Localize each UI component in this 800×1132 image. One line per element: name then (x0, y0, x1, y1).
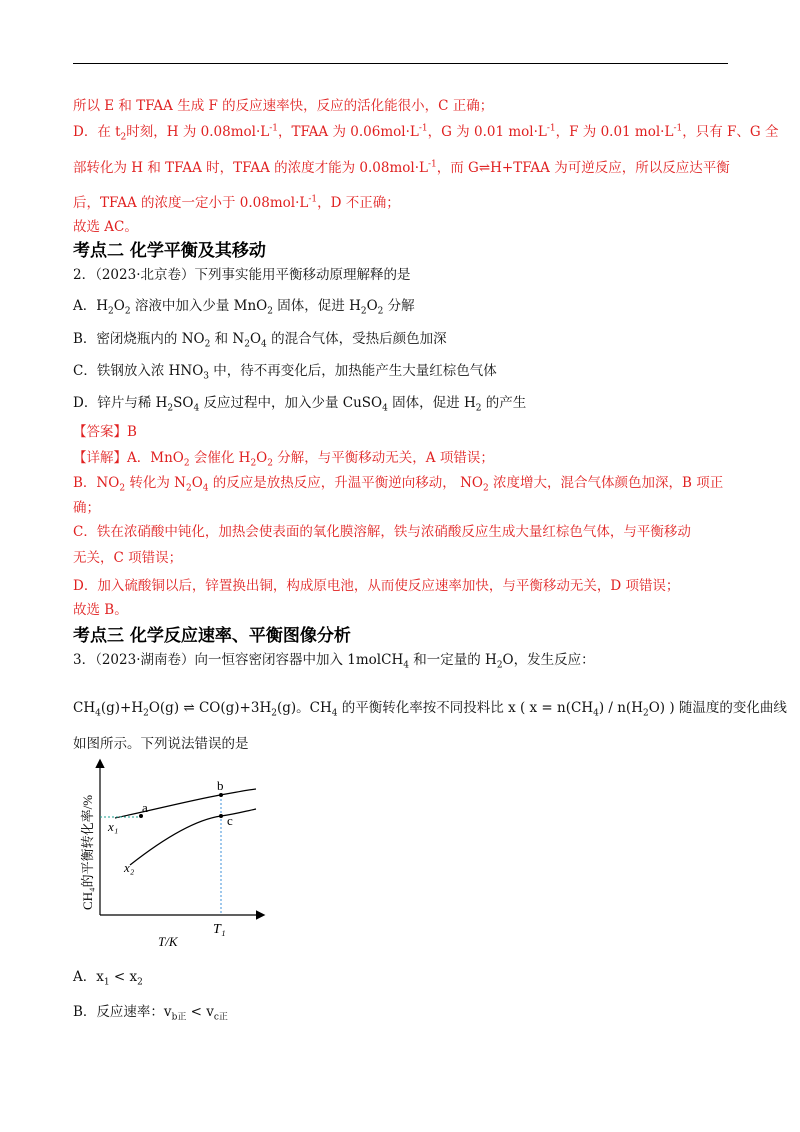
option-a: A．$H_2O_2$ 溶液中加入少量 MnO$_2$ 固体，促进 $H_2O_2$ 分解 (73, 298, 415, 317)
question-3-equation: $CH_4(g)+H_2O(g)$ ⇌ $CO(g)+3H_2(g)$。$CH_4$ 的平衡转化率按不同投料比 x ( $x = n(CH_4) / n(H_2O)$ ) 随温度的变化曲线 (73, 700, 787, 719)
label-x1: x₁ (108, 819, 119, 834)
solution-line-4: 后，TFAA 的浓度一定小于 $0.08mol\cdot L^{-1}$，D 不正确； (73, 194, 400, 211)
label-x2: x₂ (124, 860, 135, 875)
x-axis-label: T/K (158, 934, 178, 949)
section-heading-2: 考点二 化学平衡及其移动 (73, 241, 266, 261)
option-d: D．锌片与稀 $H_2SO_4$ 反应过程中，加入少量 CuSO$_4$ 固体，促进 $H_2$ 的产生 (73, 395, 527, 414)
label-c: c (227, 813, 233, 828)
solution-line-5: 故选 AC。 (73, 219, 138, 235)
question-3-stem: 3．（2023·湖南卷）向一恒容密闭容器中加入 1molCH$_4$ 和一定量的 $H_2O$，发生反应： (73, 652, 595, 671)
point-b (219, 793, 223, 797)
option-c: C．铁钢放入浓 $HNO_3$ 中，待不再变化后，加热能产生大量红棕色气体 (73, 363, 497, 382)
header-rule (73, 63, 728, 64)
solution-line-3: 部转化为 H 和 TFAA 时，TFAA 的浓度才能为 $0.08mol\cdot L^{-1}$，而 G⇌H+TFAA 为可逆反应，所以反应达平衡 (73, 159, 730, 176)
tick-label-t1: T₁ (213, 922, 226, 937)
option-b: B．密闭烧瓶内的 $NO_2$ 和 $N_2O_4$ 的混合气体，受热后颜色加深 (73, 331, 447, 350)
y-axis-label: CH₄的平衡转化率/% (80, 794, 95, 910)
explanation-line-1: 【详解】A．MnO$_2$ 会催化 $H_2O_2$ 分解，与平衡移动无关，A 项错误； (73, 450, 494, 469)
conversion-temperature-figure (68, 755, 268, 950)
point-c (219, 814, 223, 818)
label-b: b (217, 778, 224, 793)
solution-line-1: 所以 E 和 TFAA 生成 F 的反应速率快，反应的活化能很小，C 正确； (73, 98, 494, 114)
section-heading-3: 考点三 化学反应速率、平衡图像分析 (73, 626, 351, 646)
option-3a: A．$x_1 < x_2$ (73, 969, 143, 988)
explanation-line-4: C．铁在浓硝酸中钝化，加热会使表面的氧化膜溶解，铁与浓硝酸反应生成大量红棕色气体，与平衡移动 (73, 524, 691, 540)
answer-line: 【答案】B (73, 424, 137, 440)
explanation-line-6: D．加入硫酸铜以后，锌置换出铜，构成原电池，从而使反应速率加快，与平衡移动无关，D 项错误； (73, 578, 680, 594)
question-2-stem: 2．（2023·北京卷）下列事实能用平衡移动原理解释的是 (73, 267, 411, 283)
solution-line-2: D．在 $t_2$时刻，H 为 $0.08mol\cdot L^{-1}$，TFAA 为 $0.06mol\cdot L^{-1}$，G 为 0.01 $mol\cdot L^{-1}$，F 为 0.01 $mol\cdot L^{-1}$，只有 F、G 全 (73, 123, 779, 143)
explanation-line-3: 确； (73, 500, 100, 516)
option-3b: B．反应速率：$v_{b正} < v_{c正}$ (73, 1004, 228, 1023)
question-3-stem-end: 如图所示。下列说法错误的是 (73, 736, 249, 752)
explanation-line-5: 无关，C 项错误； (73, 550, 183, 566)
explanation-line-2: B．$NO_2$ 转化为 $N_2O_4$ 的反应是放热反应，升温平衡逆向移动， $NO_2$ 浓度增大，混合气体颜色加深，B 项正 (73, 475, 724, 494)
curve-x2 (130, 809, 256, 865)
label-a: a (142, 800, 148, 815)
explanation-line-7: 故选 B。 (73, 602, 128, 618)
